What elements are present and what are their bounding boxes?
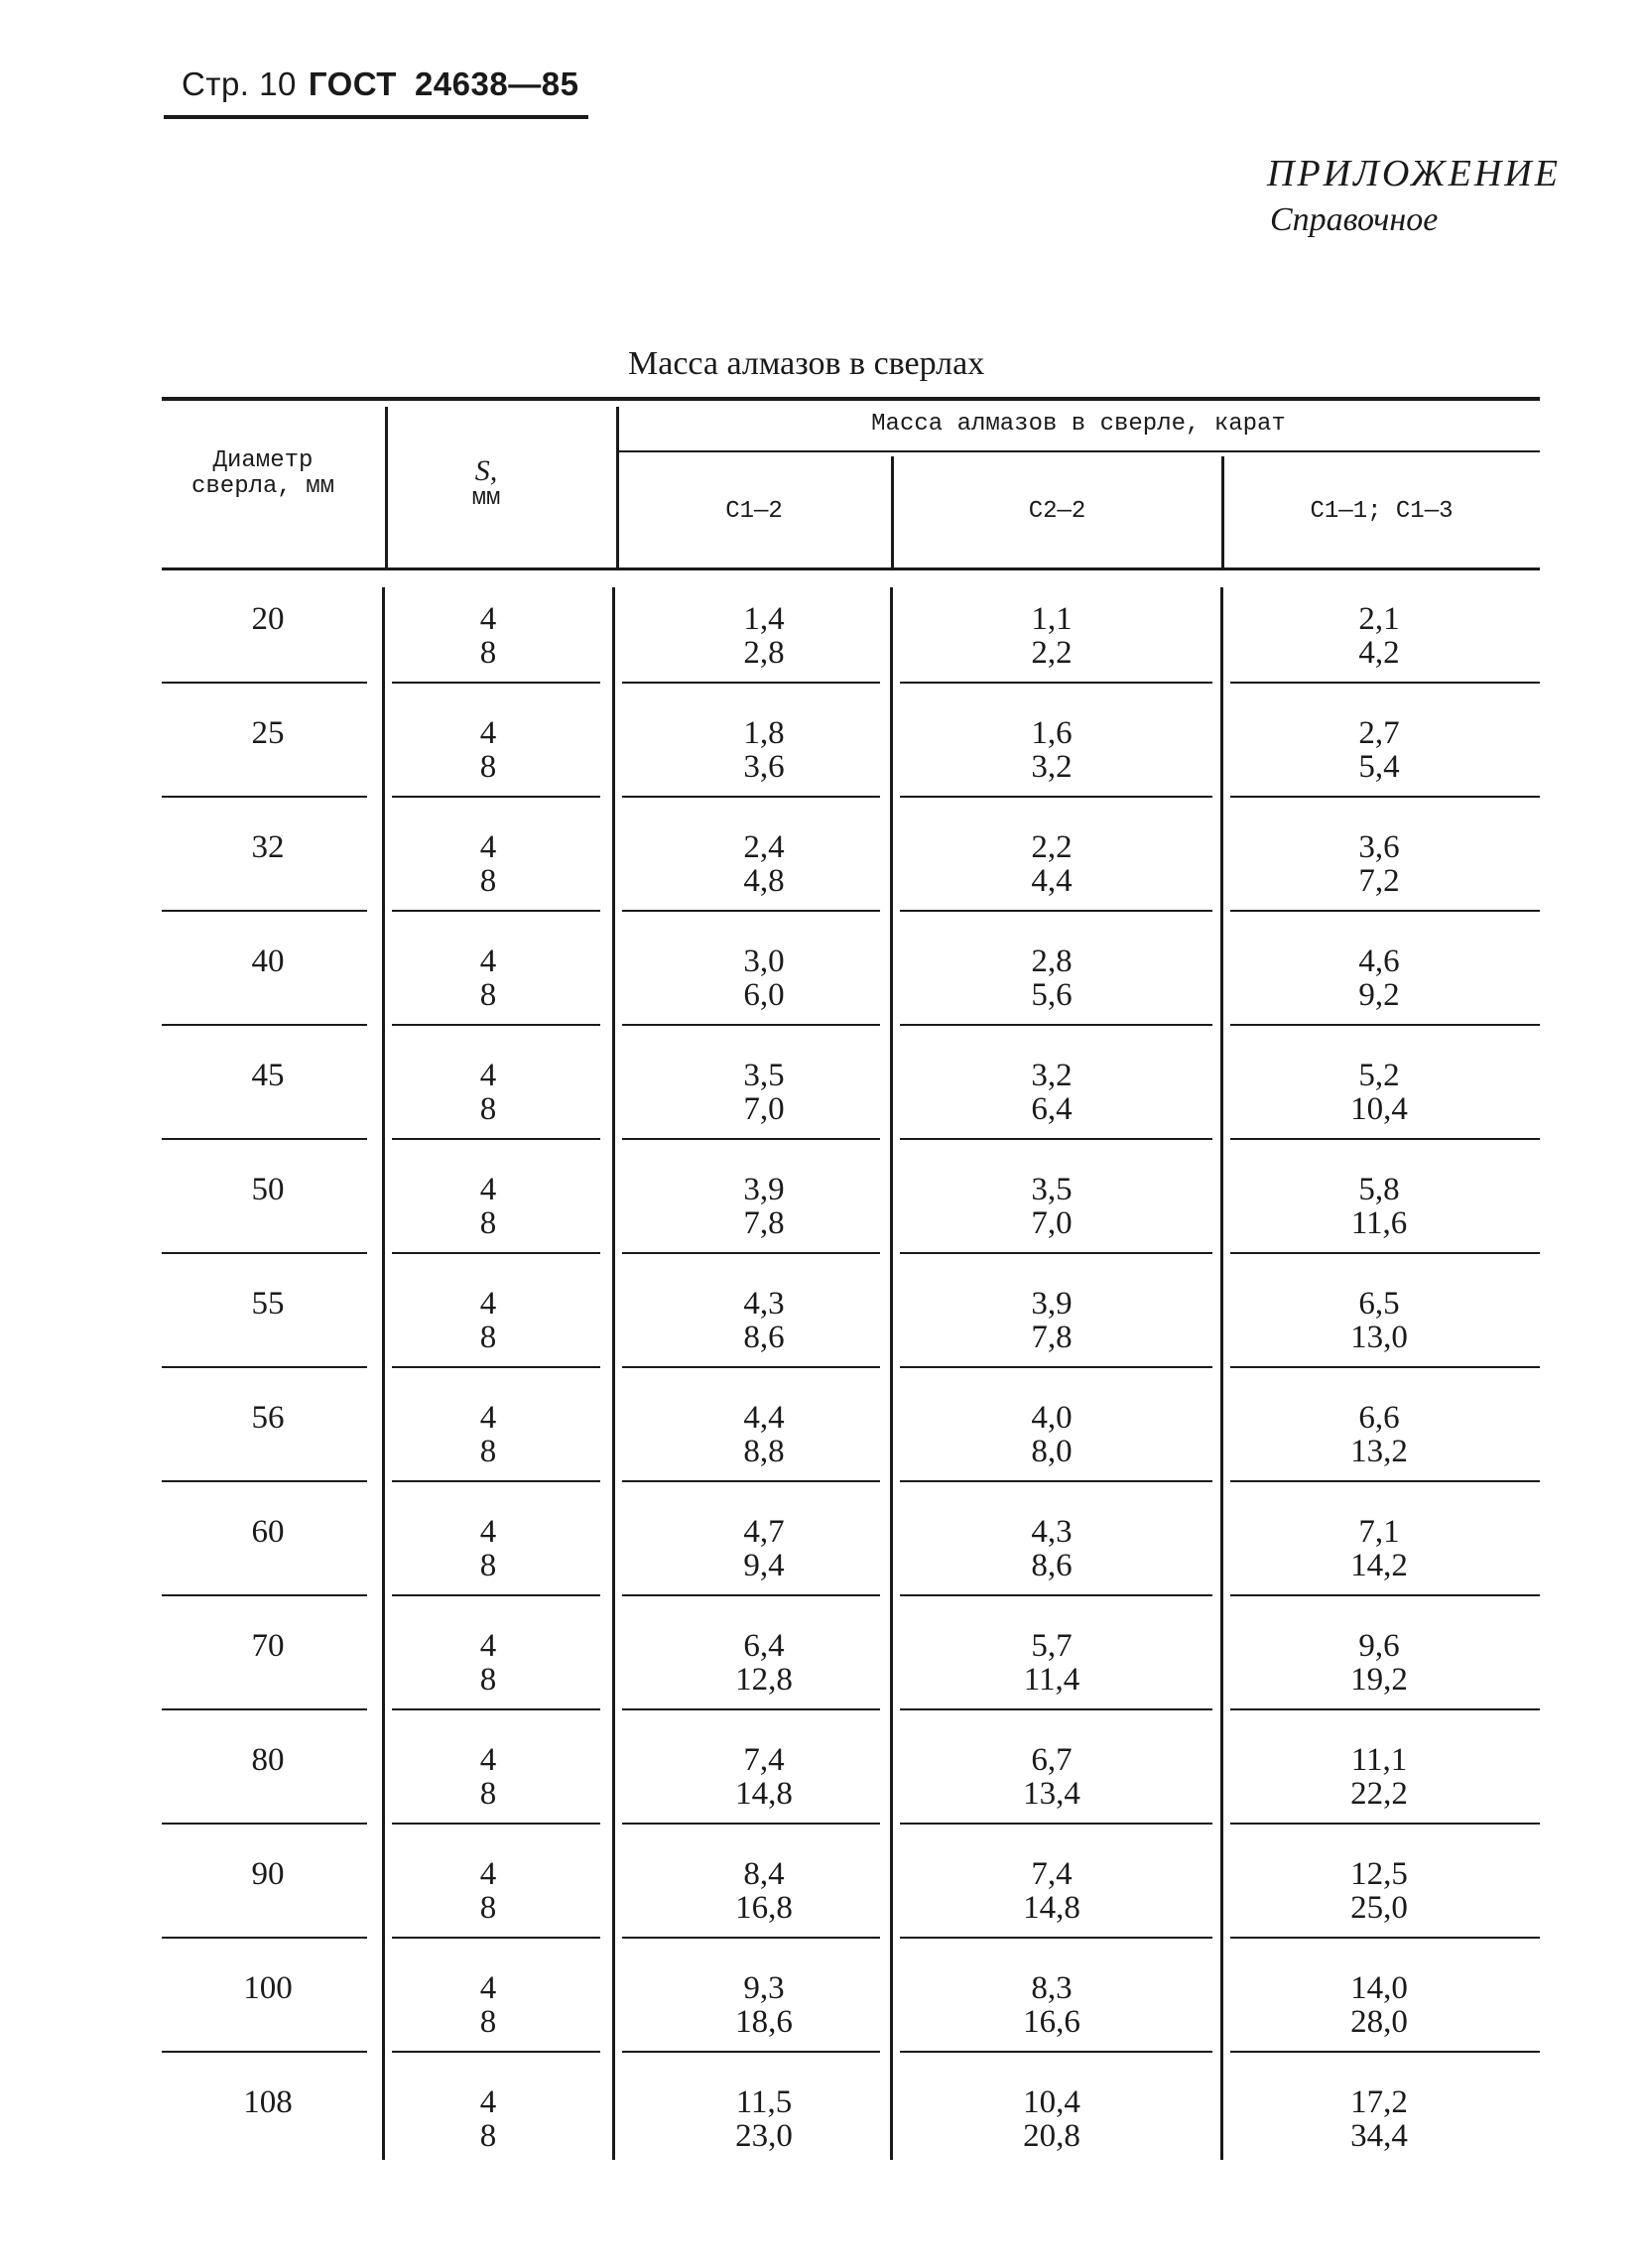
s-symbol: S, xyxy=(474,454,498,487)
cell-s-value: 8 xyxy=(479,635,497,671)
row-separator xyxy=(1230,1594,1540,1596)
gost-label: ГОСТ xyxy=(308,65,397,102)
cell-c1-1-c1-3-value: 7,1 xyxy=(1358,1514,1400,1550)
row-separator xyxy=(1230,1366,1540,1368)
row-separator xyxy=(622,1708,880,1710)
cell-s xyxy=(399,830,577,898)
row-separator xyxy=(162,1594,367,1596)
cell-c1-1-c1-3-value: 5,4 xyxy=(1358,749,1400,785)
row-separator xyxy=(392,910,600,912)
cell-c2-2-value: 6,4 xyxy=(1031,1091,1073,1127)
cell-c1-2-value: 14,8 xyxy=(735,1776,793,1812)
cell-c1-1-c1-3 xyxy=(1230,830,1528,898)
row-separator xyxy=(622,1252,880,1254)
cell-c1-2 xyxy=(635,1743,893,1811)
diameter-value: 90 xyxy=(251,1856,285,1892)
cell-c1-2-value: 8,8 xyxy=(743,1434,785,1469)
cell-c1-2-value: 3,6 xyxy=(743,749,785,785)
column-header-diameter: Диаметр сверла, мм xyxy=(190,447,335,500)
cell-c2-2-value: 1,6 xyxy=(1031,715,1073,751)
cell-c1-1-c1-3-value: 5,2 xyxy=(1358,1058,1400,1093)
cell-c1-2-value: 6,0 xyxy=(743,977,785,1013)
row-separator xyxy=(900,1252,1212,1254)
row-separator xyxy=(392,1024,600,1026)
cell-diameter xyxy=(189,1743,347,1777)
cell-s xyxy=(399,602,577,670)
cell-c1-2 xyxy=(635,602,893,670)
cell-c1-1-c1-3-value: 14,0 xyxy=(1350,1970,1408,2006)
cell-s-value: 4 xyxy=(479,1172,497,1207)
cell-c1-2-value: 9,4 xyxy=(743,1548,785,1583)
row-separator xyxy=(1230,1708,1540,1710)
header-bottom-rule xyxy=(162,567,1540,570)
cell-c1-2-value: 4,7 xyxy=(743,1514,785,1550)
cell-c2-2-value: 6,7 xyxy=(1031,1742,1073,1778)
cell-c1-1-c1-3-value: 9,6 xyxy=(1358,1628,1400,1664)
row-separator xyxy=(622,1823,880,1825)
diameter-value: 40 xyxy=(251,944,285,979)
cell-c1-2-value: 6,4 xyxy=(743,1628,785,1664)
cell-c2-2-value: 2,2 xyxy=(1031,829,1073,865)
cell-s-value: 4 xyxy=(479,1856,497,1892)
row-separator xyxy=(392,2051,600,2053)
cell-c1-1-c1-3-value: 6,6 xyxy=(1358,1400,1400,1436)
cell-c2-2 xyxy=(903,1743,1201,1811)
cell-s xyxy=(399,1857,577,1925)
cell-c2-2 xyxy=(903,1173,1201,1240)
cell-c1-1-c1-3-value: 2,1 xyxy=(1358,601,1400,637)
cell-c1-2-value: 3,9 xyxy=(743,1172,785,1207)
row-separator xyxy=(900,796,1212,798)
row-separator xyxy=(162,2051,367,2053)
cell-c2-2 xyxy=(903,1971,1201,2039)
cell-s-value: 4 xyxy=(479,1400,497,1436)
cell-s-value: 4 xyxy=(479,1286,497,1322)
cell-c1-2 xyxy=(635,1173,893,1240)
row-separator xyxy=(162,910,367,912)
cell-s-value: 8 xyxy=(479,1662,497,1698)
cell-s-value: 8 xyxy=(479,1091,497,1127)
cell-s xyxy=(399,1401,577,1468)
cell-s-value: 8 xyxy=(479,1320,497,1355)
cell-diameter xyxy=(189,830,347,864)
cell-c2-2 xyxy=(903,1401,1201,1468)
cell-c1-2-value: 23,0 xyxy=(735,2118,793,2154)
row-separator xyxy=(1230,682,1540,684)
row-separator xyxy=(392,1480,600,1482)
row-separator xyxy=(162,796,367,798)
row-separator xyxy=(392,1252,600,1254)
cell-c1-2 xyxy=(635,945,893,1012)
cell-c1-1-c1-3 xyxy=(1230,1401,1528,1468)
cell-diameter xyxy=(189,716,347,750)
cell-c2-2-value: 2,2 xyxy=(1031,635,1073,671)
diameter-value: 25 xyxy=(251,715,285,751)
row-separator xyxy=(622,910,880,912)
cell-diameter xyxy=(189,945,347,978)
row-separator xyxy=(622,796,880,798)
cell-c2-2 xyxy=(903,716,1201,784)
cell-c2-2-value: 2,8 xyxy=(1031,944,1073,979)
row-separator xyxy=(900,1024,1212,1026)
row-separator xyxy=(622,2051,880,2053)
cell-c1-2-value: 1,4 xyxy=(743,601,785,637)
diameter-value: 108 xyxy=(243,2084,293,2120)
cell-c1-1-c1-3-value: 12,5 xyxy=(1350,1856,1408,1892)
cell-c2-2-value: 8,3 xyxy=(1031,1970,1073,2006)
cell-c2-2-value: 8,0 xyxy=(1031,1434,1073,1469)
row-separator xyxy=(622,682,880,684)
cell-c1-1-c1-3-value: 34,4 xyxy=(1350,2118,1408,2154)
row-separator xyxy=(900,1937,1212,1939)
cell-diameter xyxy=(189,1515,347,1549)
cell-s-value: 4 xyxy=(479,944,497,979)
cell-c2-2-value: 4,4 xyxy=(1031,863,1073,899)
cell-c1-2-value: 12,8 xyxy=(735,1662,793,1698)
cell-s xyxy=(399,1287,577,1354)
mass-group-rule xyxy=(617,450,1540,452)
body-divider-4 xyxy=(1220,587,1223,2160)
row-separator xyxy=(900,1823,1212,1825)
cell-c1-2-value: 8,6 xyxy=(743,1320,785,1355)
cell-s xyxy=(399,2085,577,2153)
cell-c1-2-value: 7,4 xyxy=(743,1742,785,1778)
cell-c2-2-value: 3,2 xyxy=(1031,749,1073,785)
cell-c1-1-c1-3-value: 17,2 xyxy=(1350,2084,1408,2120)
cell-c1-1-c1-3 xyxy=(1230,945,1528,1012)
s-unit: мм xyxy=(471,485,501,512)
row-separator xyxy=(392,1138,600,1140)
cell-c1-2 xyxy=(635,830,893,898)
cell-c1-2-value: 11,5 xyxy=(735,2084,793,2120)
cell-s-value: 8 xyxy=(479,1548,497,1583)
cell-s-value: 8 xyxy=(479,1890,497,1926)
column-header-c1-1-c1-3: С1—1; С1—3 xyxy=(1310,498,1454,525)
body-divider-2 xyxy=(612,587,615,2160)
row-separator xyxy=(622,1024,880,1026)
cell-c2-2-value: 4,3 xyxy=(1031,1514,1073,1550)
row-separator xyxy=(1230,1252,1540,1254)
row-separator xyxy=(162,1937,367,1939)
row-separator xyxy=(900,1594,1212,1596)
cell-diameter xyxy=(189,1059,347,1092)
cell-c1-1-c1-3-value: 10,4 xyxy=(1350,1091,1408,1127)
row-separator xyxy=(1230,1480,1540,1482)
cell-c2-2 xyxy=(903,1515,1201,1582)
cell-diameter xyxy=(189,1971,347,2005)
cell-c1-2-value: 4,3 xyxy=(743,1286,785,1322)
cell-c2-2-value: 4,0 xyxy=(1031,1400,1073,1436)
row-separator xyxy=(900,1366,1212,1368)
cell-c2-2 xyxy=(903,830,1201,898)
cell-c1-1-c1-3-value: 4,2 xyxy=(1358,635,1400,671)
cell-c1-1-c1-3-value: 4,6 xyxy=(1358,944,1400,979)
row-separator xyxy=(392,1708,600,1710)
cell-c1-1-c1-3 xyxy=(1230,1287,1528,1354)
cell-c2-2-value: 16,6 xyxy=(1023,2004,1080,2040)
cell-c1-2-value: 9,3 xyxy=(743,1970,785,2006)
row-separator xyxy=(622,1366,880,1368)
cell-c1-2 xyxy=(635,1971,893,2039)
cell-c1-1-c1-3-value: 14,2 xyxy=(1350,1548,1408,1583)
cell-diameter xyxy=(189,1629,347,1663)
cell-c1-1-c1-3 xyxy=(1230,1059,1528,1126)
cell-c1-1-c1-3 xyxy=(1230,1971,1528,2039)
row-separator xyxy=(392,796,600,798)
body-divider-1 xyxy=(382,587,385,2160)
cell-c1-1-c1-3-value: 3,6 xyxy=(1358,829,1400,865)
row-separator xyxy=(1230,2051,1540,2053)
cell-c1-2-value: 2,8 xyxy=(743,635,785,671)
cell-s xyxy=(399,1971,577,2039)
cell-c1-1-c1-3-value: 19,2 xyxy=(1350,1662,1408,1698)
diameter-value: 50 xyxy=(251,1172,285,1207)
cell-c2-2-value: 20,8 xyxy=(1023,2118,1080,2154)
cell-c1-1-c1-3 xyxy=(1230,2085,1528,2153)
diameter-value: 45 xyxy=(251,1058,285,1093)
cell-c2-2-value: 8,6 xyxy=(1031,1548,1073,1583)
cell-c2-2-value: 5,7 xyxy=(1031,1628,1073,1664)
cell-c1-1-c1-3-value: 28,0 xyxy=(1350,2004,1408,2040)
row-separator xyxy=(1230,1823,1540,1825)
diameter-value: 100 xyxy=(243,1970,293,2006)
cell-s xyxy=(399,716,577,784)
cell-c1-2 xyxy=(635,716,893,784)
row-separator xyxy=(1230,1024,1540,1026)
cell-c2-2-value: 1,1 xyxy=(1031,601,1073,637)
header-rule xyxy=(164,115,588,119)
cell-c1-1-c1-3-value: 25,0 xyxy=(1350,1890,1408,1926)
cell-c1-1-c1-3-value: 7,2 xyxy=(1358,863,1400,899)
row-separator xyxy=(900,910,1212,912)
cell-c1-1-c1-3-value: 13,2 xyxy=(1350,1434,1408,1469)
cell-c2-2 xyxy=(903,1287,1201,1354)
cell-diameter xyxy=(189,1287,347,1321)
column-header-c1-2: С1—2 xyxy=(725,498,783,525)
cell-c1-2 xyxy=(635,1515,893,1582)
row-separator xyxy=(392,682,600,684)
cell-s-value: 4 xyxy=(479,2084,497,2120)
cell-c1-2-value: 16,8 xyxy=(735,1890,793,1926)
cell-c1-2-value: 1,8 xyxy=(743,715,785,751)
table-title: Масса алмазов в сверлах xyxy=(628,345,985,382)
row-separator xyxy=(622,1480,880,1482)
row-separator xyxy=(622,1138,880,1140)
cell-diameter xyxy=(189,1401,347,1435)
cell-c2-2-value: 5,6 xyxy=(1031,977,1073,1013)
cell-s-value: 8 xyxy=(479,2004,497,2040)
cell-c2-2-value: 3,5 xyxy=(1031,1172,1073,1207)
cell-c1-1-c1-3 xyxy=(1230,602,1528,670)
cell-c1-2 xyxy=(635,1857,893,1925)
cell-c1-2-value: 18,6 xyxy=(735,2004,793,2040)
cell-c1-2-value: 7,0 xyxy=(743,1091,785,1127)
cell-c2-2-value: 11,4 xyxy=(1023,1662,1080,1698)
cell-c2-2-value: 3,9 xyxy=(1031,1286,1073,1322)
row-separator xyxy=(1230,1138,1540,1140)
column-header-c2-2: С2—2 xyxy=(1028,498,1086,525)
row-separator xyxy=(162,1823,367,1825)
cell-c1-2-value: 3,5 xyxy=(743,1058,785,1093)
cell-c1-1-c1-3 xyxy=(1230,1173,1528,1240)
row-separator xyxy=(900,682,1212,684)
cell-c1-2 xyxy=(635,1401,893,1468)
cell-s-value: 8 xyxy=(479,1205,497,1241)
cell-s-value: 4 xyxy=(479,829,497,865)
cell-c2-2 xyxy=(903,1629,1201,1697)
diameter-value: 60 xyxy=(251,1514,285,1550)
cell-c1-2-value: 4,8 xyxy=(743,863,785,899)
diameter-value: 55 xyxy=(251,1286,285,1322)
cell-c1-2-value: 2,4 xyxy=(743,829,785,865)
row-separator xyxy=(162,1138,367,1140)
cell-c2-2 xyxy=(903,1059,1201,1126)
cell-s xyxy=(399,945,577,1012)
row-separator xyxy=(622,1937,880,1939)
cell-c1-1-c1-3-value: 13,0 xyxy=(1350,1320,1408,1355)
cell-c1-1-c1-3 xyxy=(1230,1629,1528,1697)
diameter-value: 20 xyxy=(251,601,285,637)
row-separator xyxy=(162,1708,367,1710)
cell-c1-1-c1-3-value: 11,1 xyxy=(1350,1742,1408,1778)
row-separator xyxy=(392,1937,600,1939)
page-header xyxy=(182,65,578,103)
cell-c1-1-c1-3-value: 2,7 xyxy=(1358,715,1400,751)
cell-s-value: 4 xyxy=(479,601,497,637)
cell-c1-1-c1-3-value: 5,8 xyxy=(1358,1172,1400,1207)
cell-c1-1-c1-3-value: 22,2 xyxy=(1350,1776,1408,1812)
row-separator xyxy=(900,2051,1212,2053)
cell-c1-1-c1-3-value: 6,5 xyxy=(1358,1286,1400,1322)
cell-s-value: 8 xyxy=(479,1434,497,1469)
cell-c2-2 xyxy=(903,1857,1201,1925)
cell-c2-2 xyxy=(903,945,1201,1012)
cell-c1-2-value: 4,4 xyxy=(743,1400,785,1436)
row-separator xyxy=(392,1823,600,1825)
cell-c1-2-value: 3,0 xyxy=(743,944,785,979)
appendix-subtitle: Справочное xyxy=(1270,201,1439,238)
cell-s-value: 8 xyxy=(479,863,497,899)
row-separator xyxy=(900,1708,1212,1710)
cell-c2-2 xyxy=(903,602,1201,670)
cell-s-value: 4 xyxy=(479,1742,497,1778)
cell-s-value: 4 xyxy=(479,715,497,751)
cell-s-value: 8 xyxy=(479,1776,497,1812)
header-divider-1 xyxy=(385,407,388,567)
row-separator xyxy=(1230,796,1540,798)
row-separator xyxy=(162,1024,367,1026)
cell-s-value: 4 xyxy=(479,1058,497,1093)
diameter-value: 80 xyxy=(251,1742,285,1778)
cell-c2-2-value: 14,8 xyxy=(1023,1890,1080,1926)
appendix-title: ПРИЛОЖЕНИЕ xyxy=(1267,153,1561,194)
cell-c1-1-c1-3 xyxy=(1230,1857,1528,1925)
cell-c1-1-c1-3 xyxy=(1230,1515,1528,1582)
cell-s-value: 4 xyxy=(479,1970,497,2006)
cell-c2-2-value: 13,4 xyxy=(1023,1776,1080,1812)
cell-c1-2 xyxy=(635,1059,893,1126)
diameter-value: 32 xyxy=(251,829,285,865)
cell-c2-2-value: 10,4 xyxy=(1023,2084,1080,2120)
cell-s xyxy=(399,1515,577,1582)
cell-s-value: 8 xyxy=(479,2118,497,2154)
cell-c1-2 xyxy=(635,1629,893,1697)
cell-diameter xyxy=(189,602,347,636)
cell-c1-2-value: 8,4 xyxy=(743,1856,785,1892)
row-separator xyxy=(162,1480,367,1482)
cell-s xyxy=(399,1059,577,1126)
row-separator xyxy=(162,1252,367,1254)
cell-c1-1-c1-3 xyxy=(1230,716,1528,784)
cell-diameter xyxy=(189,1857,347,1891)
row-separator xyxy=(1230,910,1540,912)
diameter-value: 56 xyxy=(251,1400,285,1436)
row-separator xyxy=(162,682,367,684)
cell-c1-1-c1-3 xyxy=(1230,1743,1528,1811)
cell-c2-2-value: 3,2 xyxy=(1031,1058,1073,1093)
diameter-value: 70 xyxy=(251,1628,285,1664)
cell-c1-1-c1-3-value: 11,6 xyxy=(1350,1205,1408,1241)
cell-diameter xyxy=(189,2085,347,2119)
standard-number: 24638—85 xyxy=(414,65,579,102)
row-separator xyxy=(900,1138,1212,1140)
row-separator xyxy=(392,1594,600,1596)
cell-s-value: 8 xyxy=(479,977,497,1013)
row-separator xyxy=(162,1366,367,1368)
cell-c1-2 xyxy=(635,2085,893,2153)
cell-s-value: 8 xyxy=(479,749,497,785)
cell-s-value: 4 xyxy=(479,1514,497,1550)
cell-c2-2-value: 7,0 xyxy=(1031,1205,1073,1241)
page-number: Стр. 10 xyxy=(182,65,297,102)
row-separator xyxy=(392,1366,600,1368)
column-group-mass: Масса алмазов в сверле, карат xyxy=(871,411,1286,438)
cell-diameter xyxy=(189,1173,347,1206)
table-top-rule xyxy=(162,397,1540,401)
cell-s-value: 4 xyxy=(479,1628,497,1664)
cell-c2-2-value: 7,8 xyxy=(1031,1320,1073,1355)
cell-c1-1-c1-3-value: 9,2 xyxy=(1358,977,1400,1013)
column-header-s xyxy=(397,456,575,512)
cell-c1-2 xyxy=(635,1287,893,1354)
row-separator xyxy=(622,1594,880,1596)
cell-s xyxy=(399,1743,577,1811)
cell-c1-2-value: 7,8 xyxy=(743,1205,785,1241)
cell-c2-2-value: 7,4 xyxy=(1031,1856,1073,1892)
cell-c2-2 xyxy=(903,2085,1201,2153)
row-separator xyxy=(1230,1937,1540,1939)
cell-s xyxy=(399,1173,577,1240)
row-separator xyxy=(900,1480,1212,1482)
cell-s xyxy=(399,1629,577,1697)
